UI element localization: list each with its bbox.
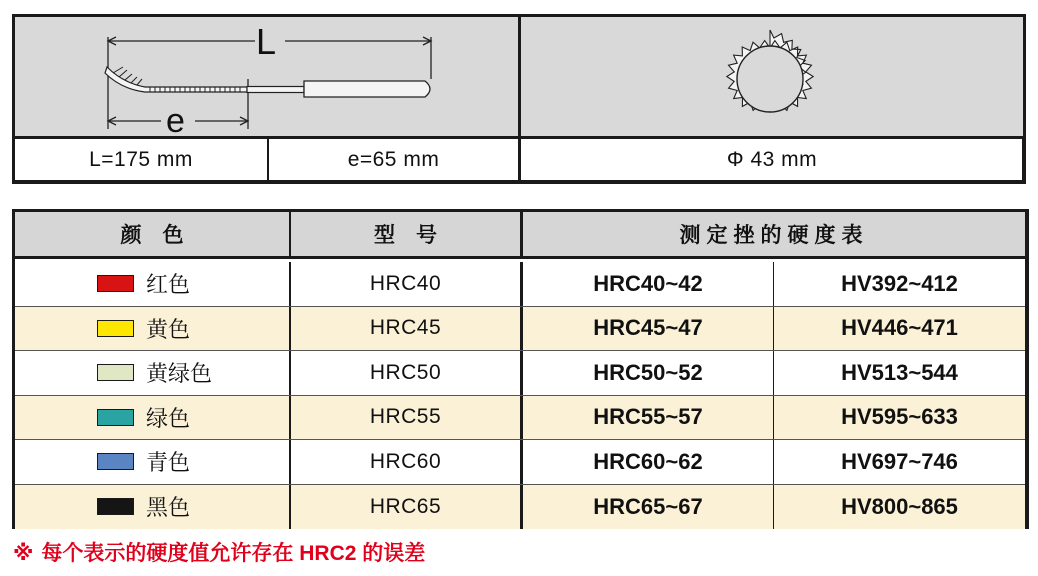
color-cell [15, 396, 291, 440]
hv-range-cell: HV513~544 [841, 359, 958, 385]
model-cell: HRC50 [291, 351, 523, 395]
file-drawing-svg [15, 17, 518, 136]
table-row [15, 440, 1025, 485]
hrc-range-cell: HRC50~52 [523, 351, 774, 395]
color-cell [15, 351, 291, 395]
model-cell: HRC40 [291, 262, 523, 306]
color-entry [97, 357, 247, 388]
hrc-range-cell: HRC40~42 [523, 262, 774, 306]
length-symbol: L [256, 21, 277, 62]
color-cell [15, 440, 291, 484]
color-name: 红色 [146, 272, 191, 298]
color-swatch [97, 453, 134, 470]
insert-symbol: e [166, 102, 185, 136]
color-entry [97, 402, 247, 433]
header-hardness [523, 212, 1025, 256]
hardness-table [12, 209, 1029, 529]
color-swatch [97, 498, 134, 515]
color-entry [97, 491, 247, 522]
hv-range-cell: HV392~412 [841, 270, 958, 296]
color-name: 黑色 [146, 495, 191, 521]
hv-range-cell: HV800~865 [841, 493, 958, 519]
color-cell [15, 262, 291, 306]
file-cross-section-drawing [521, 17, 1023, 139]
file-dimension-drawing [15, 17, 521, 139]
needle-file-icon [105, 67, 430, 97]
color-swatch [97, 409, 134, 426]
sunburst-section-icon [521, 17, 1020, 136]
header-hardness-label: 测定挫的硬度表 [679, 224, 869, 247]
color-entry [97, 268, 247, 299]
diameter-value: Φ 43 mm [726, 147, 818, 171]
hv-range-cell: HV595~633 [841, 404, 958, 430]
reference-mark-icon: ※ [13, 542, 34, 565]
hrc-range-cell: HRC45~47 [523, 307, 774, 351]
color-name: 绿色 [146, 405, 191, 431]
model-cell: HRC55 [291, 396, 523, 440]
tolerance-note [13, 537, 425, 567]
color-cell [15, 485, 291, 530]
model-cell: HRC45 [291, 307, 523, 351]
header-model-label: 型 号 [374, 224, 437, 247]
color-cell [15, 307, 291, 351]
color-name: 黄色 [146, 316, 191, 342]
color-swatch [97, 364, 134, 381]
model-cell: HRC60 [291, 440, 523, 484]
table-row [15, 351, 1025, 396]
hrc-range-cell: HRC65~67 [523, 485, 774, 530]
hv-range-cell: HV697~746 [841, 448, 958, 474]
header-color-label: 颜 色 [120, 224, 184, 247]
insert-length-value: e=65 mm [269, 139, 521, 180]
hardness-table-header [15, 212, 1025, 259]
header-color [15, 212, 291, 256]
color-name: 黄绿色 [146, 361, 213, 387]
color-name: 青色 [146, 450, 191, 476]
table-row [15, 396, 1025, 441]
hv-range-cell: HV446~471 [841, 315, 958, 341]
hrc-range-cell: HRC60~62 [523, 440, 774, 484]
color-swatch [97, 275, 134, 292]
tolerance-note-text: 每个表示的硬度值允许存在 HRC2 的误差 [41, 542, 426, 565]
table-row [15, 262, 1025, 307]
hrc-range-cell: HRC55~57 [523, 396, 774, 440]
length-value: L=175 mm [15, 139, 269, 180]
color-swatch [97, 320, 134, 337]
file-spec-table [12, 14, 1026, 184]
model-cell: HRC65 [291, 485, 523, 530]
table-row [15, 485, 1025, 530]
color-entry [97, 446, 247, 477]
table-row [15, 307, 1025, 352]
color-entry [97, 313, 247, 344]
header-model [291, 212, 523, 256]
